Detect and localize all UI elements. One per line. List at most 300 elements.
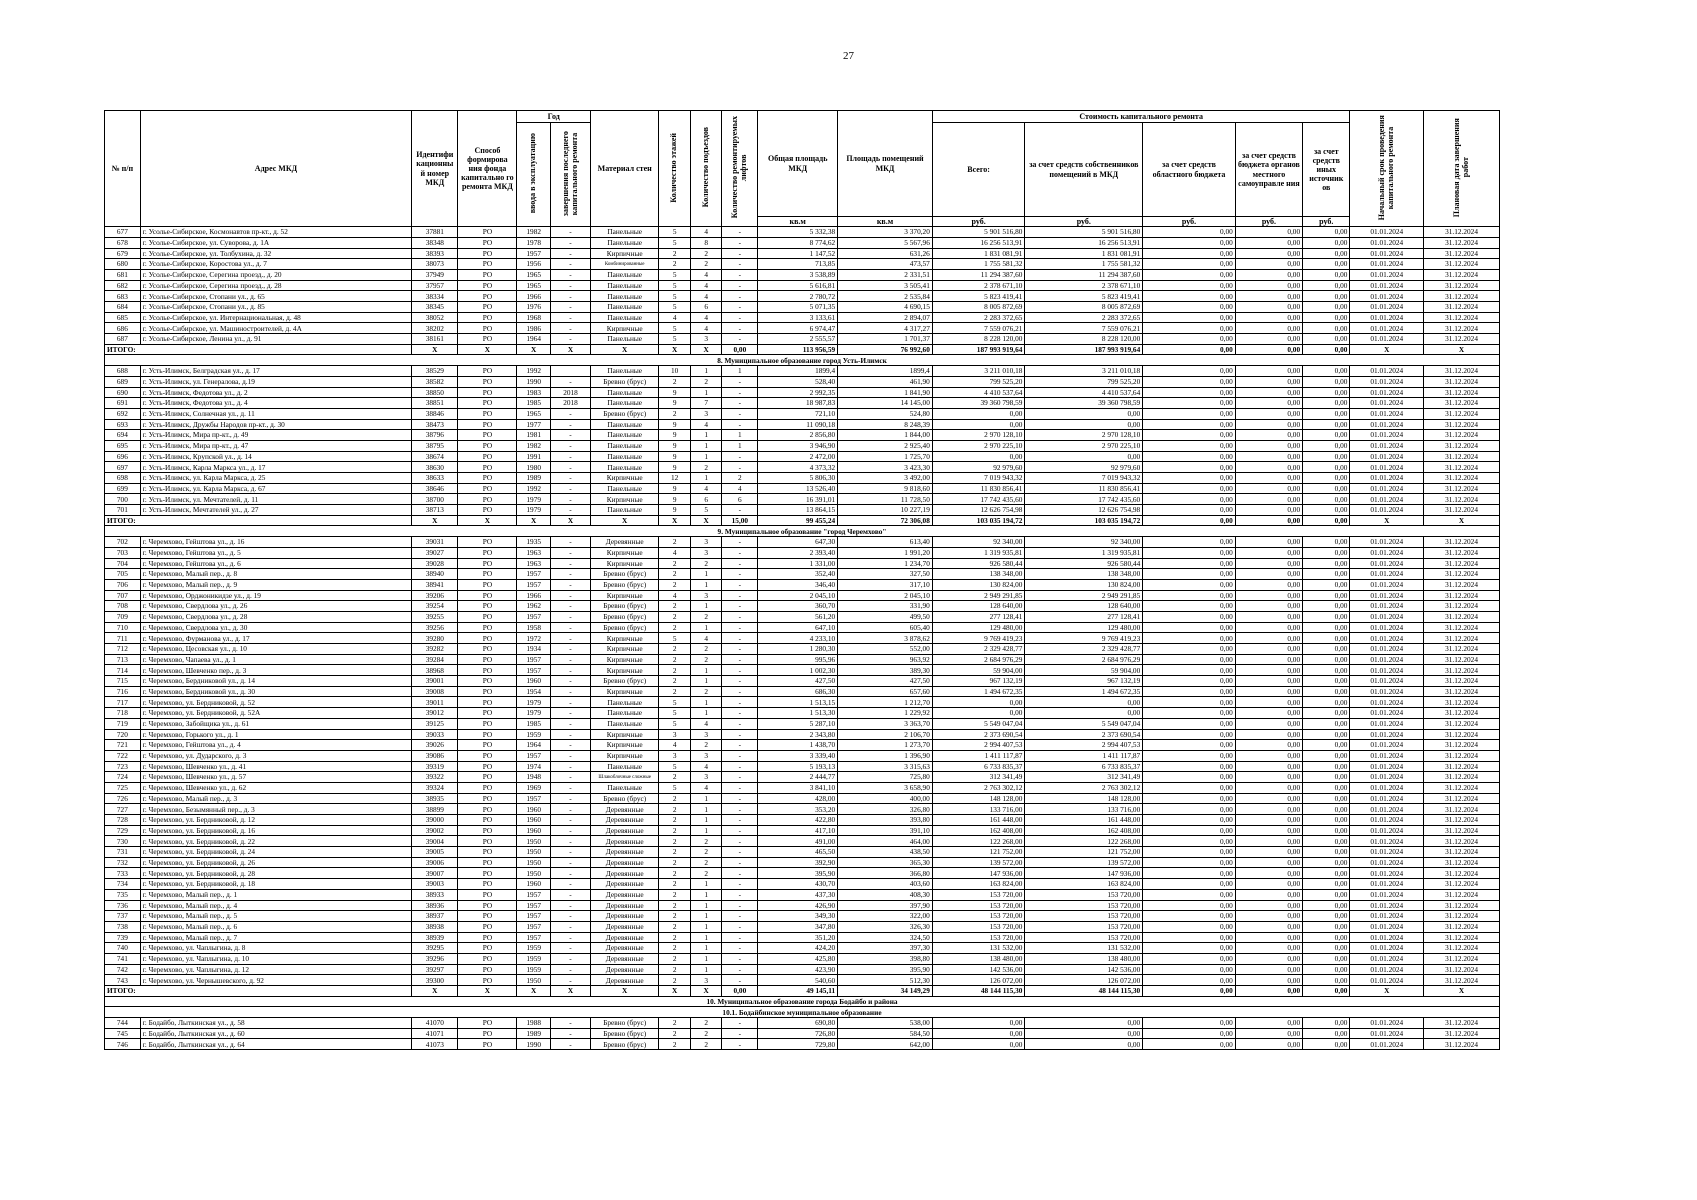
cell-num: 692 [105,408,141,419]
col-start-date-header: Начальный срок проведения капитального ремонта [1376,114,1395,221]
cell-total-area: 2 343,80 [758,729,838,740]
col-cost-regional-header: за счет средств областного бюджета [1143,123,1236,217]
cell-year-commission: 1964 [517,740,551,751]
cell-cost-owners: 799 525,20 [1025,376,1143,387]
col-num-header: № п/п [105,111,141,227]
cell-num: 730 [105,836,141,847]
cell-cost-owners: 1 755 581,32 [1025,259,1143,270]
cell-num: 736 [105,900,141,911]
table-row [105,269,1500,280]
cell-cost-other: 0,00 [1303,761,1350,772]
cell-address: г. Усолье-Сибирское, Космонавтов пр-кт., д. 52 [140,227,411,238]
cell-method: РО [458,782,517,793]
cell-cost-total: 59 904,00 [932,665,1025,676]
total-cell-cost-other: 0,00 [1303,344,1350,355]
cell-cost-local: 0,00 [1235,419,1302,430]
cell-cost-other: 0,00 [1303,408,1350,419]
cell-method: РО [458,793,517,804]
cell-total-area: 995,96 [758,654,838,665]
cell-cost-regional: 0,00 [1143,462,1236,473]
cell-lifts: - [722,312,758,323]
cell-num: 699 [105,483,141,494]
table-row [105,633,1500,644]
table-row [105,334,1500,345]
cell-cost-total: 1 319 935,81 [932,547,1025,558]
cell-cost-local: 0,00 [1235,462,1302,473]
cell-premises-area: 365,30 [838,857,933,868]
cell-start-date: 01.01.2024 [1350,921,1424,932]
cell-cost-local: 0,00 [1235,836,1302,847]
cell-floors: 2 [659,879,691,890]
cell-cost-regional: 0,00 [1143,398,1236,409]
cell-id: 39011 [412,697,458,708]
cell-address: г. Черемхово, Гейштова ул., д. 5 [140,547,411,558]
cell-floors: 2 [659,601,691,612]
cell-lifts: - [722,248,758,259]
cell-num: 700 [105,494,141,505]
cell-cost-other: 0,00 [1303,889,1350,900]
col-cost-local-header: за счет средств бюджета органов местного самоуправле ния [1235,123,1302,217]
cell-num: 719 [105,718,141,729]
cell-address: г. Усть-Илимск, ул. Карла Маркса, д. 25 [140,473,411,484]
total-cell-year-last-repair: X [551,515,591,526]
cell-cost-owners: 7 559 076,21 [1025,323,1143,334]
cell-floors: 5 [659,782,691,793]
cell-num: 726 [105,793,141,804]
cell-cost-total: 5 549 047,04 [932,718,1025,729]
cell-end-date: 31.12.2024 [1424,237,1500,248]
cell-end-date: 31.12.2024 [1424,323,1500,334]
cell-id: 39282 [412,644,458,655]
cell-floors: 5 [659,237,691,248]
cell-method: РО [458,494,517,505]
cell-address: г. Черемхово, Малый пер., д. 9 [140,579,411,590]
cell-method: РО [458,825,517,836]
cell-entrances: 1 [690,889,722,900]
cell-cost-owners: 0,00 [1025,1039,1143,1050]
cell-wall: Комбинированные [591,259,659,270]
cell-entrances: 1 [690,964,722,975]
cell-num: 727 [105,804,141,815]
cell-wall: Деревянные [591,836,659,847]
cell-entrances: 4 [690,718,722,729]
cell-entrances: 1 [690,601,722,612]
cell-end-date: 31.12.2024 [1424,376,1500,387]
cell-cost-total: 162 408,00 [932,825,1025,836]
cell-total-area: 3 841,10 [758,782,838,793]
cell-method: РО [458,323,517,334]
cell-premises-area: 322,00 [838,911,933,922]
cell-premises-area: 408,30 [838,889,933,900]
cell-start-date: 01.01.2024 [1350,227,1424,238]
cell-cost-owners: 2 373 690,54 [1025,729,1143,740]
cell-entrances: 4 [690,483,722,494]
cell-method: РО [458,387,517,398]
cell-address: г. Черемхово, Шевченко ул., д. 41 [140,761,411,772]
cell-id: 39319 [412,761,458,772]
total-cell-method: X [458,515,517,526]
cell-end-date: 31.12.2024 [1424,419,1500,430]
cell-year-last-repair: - [551,911,591,922]
cell-wall: Кирпичные [591,686,659,697]
total-cell-wall: X [591,986,659,997]
cell-address: г. Усолье-Сибирское, ул. Интернациональная, д. 48 [140,312,411,323]
table-row [105,537,1500,548]
cell-cost-local: 0,00 [1235,644,1302,655]
cell-cost-regional: 0,00 [1143,825,1236,836]
cell-year-last-repair: - [551,1018,591,1029]
cell-id: 38582 [412,376,458,387]
cell-end-date: 31.12.2024 [1424,718,1500,729]
table-row [105,953,1500,964]
cell-method: РО [458,804,517,815]
cell-year-commission: 1934 [517,644,551,655]
cell-wall: Кирпичные [591,729,659,740]
cell-end-date: 31.12.2024 [1424,633,1500,644]
cell-id: 38936 [412,900,458,911]
cell-total-area: 1 002,30 [758,665,838,676]
cell-lifts: - [722,943,758,954]
cell-total-area: 417,10 [758,825,838,836]
cell-premises-area: 1 396,90 [838,750,933,761]
cell-total-area: 5 071,35 [758,302,838,313]
cell-floors: 5 [659,302,691,313]
cell-lifts: - [722,900,758,911]
table-row [105,644,1500,655]
cell-address: г. Усть-Илимск, Федотова ул., д. 2 [140,387,411,398]
cell-method: РО [458,697,517,708]
cell-wall: Бревно (брус) [591,676,659,687]
cell-wall: Панельные [591,761,659,772]
cell-premises-area: 9 818,60 [838,483,933,494]
cell-cost-owners: 5 549 047,04 [1025,718,1143,729]
cell-wall: Панельные [591,398,659,409]
cell-cost-other: 0,00 [1303,611,1350,622]
cell-address: г. Черемхово, Малый пер., д. 7 [140,932,411,943]
cell-cost-total: 129 480,00 [932,622,1025,633]
cell-address: г. Усть-Илимск, ул. Генералова, д.19 [140,376,411,387]
section-header-row [105,355,1500,366]
cell-num: 681 [105,269,141,280]
total-cell-method: X [458,986,517,997]
cell-wall: Бревно (брус) [591,601,659,612]
cell-cost-other: 0,00 [1303,462,1350,473]
cell-cost-other: 0,00 [1303,334,1350,345]
cell-year-last-repair: - [551,782,591,793]
cell-end-date: 31.12.2024 [1424,847,1500,858]
cell-cost-local: 0,00 [1235,334,1302,345]
cell-cost-regional: 0,00 [1143,911,1236,922]
cell-start-date: 01.01.2024 [1350,366,1424,377]
cell-premises-area: 552,00 [838,644,933,655]
cell-total-area: 647,30 [758,537,838,548]
cell-cost-total: 3 211 010,18 [932,366,1025,377]
cell-id: 38052 [412,312,458,323]
cell-start-date: 01.01.2024 [1350,804,1424,815]
cell-end-date: 31.12.2024 [1424,462,1500,473]
cell-id: 38334 [412,291,458,302]
cell-premises-area: 397,90 [838,900,933,911]
cell-end-date: 31.12.2024 [1424,750,1500,761]
cell-cost-other: 0,00 [1303,729,1350,740]
cell-cost-owners: 0,00 [1025,451,1143,462]
cell-premises-area: 1 991,20 [838,547,933,558]
cell-cost-total: 92 979,60 [932,462,1025,473]
cell-method: РО [458,1018,517,1029]
cell-cost-other: 0,00 [1303,259,1350,270]
cell-address: г. Черемхово, Безымянный пер., д. 3 [140,804,411,815]
cell-year-last-repair: - [551,708,591,719]
table-row [105,451,1500,462]
cell-cost-regional: 0,00 [1143,269,1236,280]
cell-cost-total: 12 626 754,98 [932,505,1025,516]
cell-premises-area: 3 315,63 [838,761,933,772]
cell-floors: 5 [659,291,691,302]
cell-year-commission: 1979 [517,505,551,516]
cell-entrances: 3 [690,975,722,986]
cell-wall: Кирпичные [591,644,659,655]
cell-lifts: - [722,911,758,922]
cell-id: 38935 [412,793,458,804]
cell-address: г. Черемхово, Забойщика ул., д. 61 [140,718,411,729]
cell-start-date: 01.01.2024 [1350,750,1424,761]
cell-floors: 9 [659,440,691,451]
cell-cost-owners: 122 268,00 [1025,836,1143,847]
cell-start-date: 01.01.2024 [1350,847,1424,858]
cell-cost-total: 8 005 872,69 [932,302,1025,313]
cell-end-date: 31.12.2024 [1424,611,1500,622]
cell-entrances: 1 [690,697,722,708]
cell-entrances: 1 [690,900,722,911]
cell-id: 38933 [412,889,458,900]
cell-end-date: 31.12.2024 [1424,558,1500,569]
cell-lifts: - [722,419,758,430]
cell-cost-other: 0,00 [1303,879,1350,890]
cell-address: г. Черемхово, ул. Бердниковой, д. 28 [140,868,411,879]
cell-floors: 2 [659,900,691,911]
table-row [105,473,1500,484]
cell-num: 713 [105,654,141,665]
cell-cost-regional: 0,00 [1143,611,1236,622]
cell-premises-area: 326,80 [838,804,933,815]
cell-year-commission: 1957 [517,900,551,911]
cell-cost-other: 0,00 [1303,451,1350,462]
cell-year-last-repair: - [551,750,591,761]
cell-cost-other: 0,00 [1303,558,1350,569]
cell-total-area: 16 391,01 [758,494,838,505]
cell-num: 742 [105,964,141,975]
cell-wall: Деревянные [591,879,659,890]
cell-year-last-repair: - [551,868,591,879]
col-cost-other-header: за счет средств иных источник ов [1303,123,1350,217]
cell-cost-owners: 39 360 798,59 [1025,398,1143,409]
cell-id: 38348 [412,237,458,248]
table-row [105,1018,1500,1029]
cell-end-date: 31.12.2024 [1424,868,1500,879]
cell-total-area: 3 538,89 [758,269,838,280]
cell-id: 41070 [412,1018,458,1029]
cell-cost-regional: 0,00 [1143,964,1236,975]
cell-total-area: 1 280,30 [758,644,838,655]
cell-id: 39255 [412,611,458,622]
cell-wall: Панельные [591,302,659,313]
cell-method: РО [458,590,517,601]
table-row [105,825,1500,836]
cell-address: г. Усть-Илимск, Крупской ул., д. 14 [140,451,411,462]
cell-entrances: 1 [690,879,722,890]
cell-wall: Кирпичные [591,473,659,484]
cell-id: 38529 [412,366,458,377]
table-row [105,440,1500,451]
table-row [105,921,1500,932]
cell-id: 39125 [412,718,458,729]
cell-floors: 5 [659,708,691,719]
cell-end-date: 31.12.2024 [1424,793,1500,804]
table-row [105,237,1500,248]
cell-entrances: 4 [690,633,722,644]
cell-year-commission: 1956 [517,259,551,270]
table-row [105,964,1500,975]
cell-floors: 2 [659,1018,691,1029]
cell-start-date: 01.01.2024 [1350,440,1424,451]
cell-num: 710 [105,622,141,633]
cell-year-last-repair: - [551,644,591,655]
cell-floors: 2 [659,686,691,697]
cell-year-last-repair: - [551,302,591,313]
cell-year-last-repair: - [551,430,591,441]
cell-cost-regional: 0,00 [1143,579,1236,590]
cell-lifts: 1 [722,366,758,377]
cell-address: г. Черемхово, ул. Бердниковой, д. 24 [140,847,411,858]
cell-lifts: - [722,558,758,569]
cell-method: РО [458,579,517,590]
cell-entrances: 4 [690,419,722,430]
cell-floors: 2 [659,611,691,622]
table-row [105,868,1500,879]
cell-lifts: - [722,793,758,804]
cell-entrances: 1 [690,921,722,932]
cell-wall: Деревянные [591,868,659,879]
cell-year-commission: 1976 [517,302,551,313]
cell-wall: Панельные [591,269,659,280]
repair-register-table [104,110,1500,1050]
table-row [105,259,1500,270]
total-cell-id: X [412,515,458,526]
total-label: ИТОГО: [105,515,412,526]
cell-year-commission: 1957 [517,889,551,900]
cell-address: г. Усолье-Сибирское, Стопани ул., д. 85 [140,302,411,313]
cell-wall: Кирпичные [591,248,659,259]
cell-cost-regional: 0,00 [1143,697,1236,708]
cell-total-area: 561,20 [758,611,838,622]
cell-id: 39007 [412,868,458,879]
cell-year-last-repair: - [551,847,591,858]
cell-year-commission: 1957 [517,750,551,761]
cell-year-last-repair: - [551,761,591,772]
cell-year-last-repair: - [551,793,591,804]
cell-num: 715 [105,676,141,687]
cell-cost-other: 0,00 [1303,750,1350,761]
cell-wall: Бревно (брус) [591,1039,659,1050]
cell-floors: 2 [659,665,691,676]
cell-num: 739 [105,932,141,943]
cell-premises-area: 4 317,27 [838,323,933,334]
cell-start-date: 01.01.2024 [1350,505,1424,516]
cell-year-commission: 1991 [517,451,551,462]
cell-cost-regional: 0,00 [1143,847,1236,858]
cell-num: 732 [105,857,141,868]
cell-entrances: 1 [690,708,722,719]
cell-start-date: 01.01.2024 [1350,408,1424,419]
cell-cost-local: 0,00 [1235,665,1302,676]
cell-total-area: 690,80 [758,1018,838,1029]
cell-cost-regional: 0,00 [1143,761,1236,772]
cell-floors: 9 [659,398,691,409]
cell-entrances: 2 [690,857,722,868]
cell-total-area: 540,60 [758,975,838,986]
cell-end-date: 31.12.2024 [1424,537,1500,548]
total-cell-cost-other: 0,00 [1303,515,1350,526]
cell-num: 678 [105,237,141,248]
unit-cost-total: руб. [932,217,1025,227]
cell-address: г. Усолье-Сибирское, ул. Суворова, д. 1А [140,237,411,248]
cell-lifts: - [722,825,758,836]
cell-wall: Кирпичные [591,494,659,505]
cell-total-area: 347,80 [758,921,838,932]
cell-wall: Деревянные [591,900,659,911]
cell-year-commission: 1989 [517,1028,551,1039]
cell-cost-local: 0,00 [1235,537,1302,548]
cell-cost-other: 0,00 [1303,590,1350,601]
cell-wall: Бревно (брус) [591,611,659,622]
cell-cost-owners: 11 294 387,60 [1025,269,1143,280]
cell-premises-area: 584,50 [838,1028,933,1039]
cell-total-area: 346,40 [758,579,838,590]
cell-method: РО [458,248,517,259]
cell-year-commission: 1964 [517,334,551,345]
cell-method: РО [458,398,517,409]
cell-address: г. Усолье-Сибирское, Коростова ул., д. 7 [140,259,411,270]
table-row [105,312,1500,323]
table-row [105,280,1500,291]
cell-lifts: - [722,804,758,815]
cell-cost-owners: 153 720,00 [1025,900,1143,911]
cell-cost-owners: 162 408,00 [1025,825,1143,836]
total-label: ИТОГО: [105,986,412,997]
cell-cost-local: 0,00 [1235,772,1302,783]
cell-cost-total: 153 720,00 [932,932,1025,943]
cell-method: РО [458,975,517,986]
cell-cost-owners: 2 994 407,53 [1025,740,1143,751]
cell-year-last-repair: - [551,772,591,783]
total-cell-start-date: X [1350,515,1424,526]
cell-year-commission: 1966 [517,590,551,601]
table-row [105,590,1500,601]
cell-premises-area: 1 229,92 [838,708,933,719]
cell-cost-total: 312 341,49 [932,772,1025,783]
cell-entrances: 2 [690,654,722,665]
cell-cost-owners: 59 904,00 [1025,665,1143,676]
cell-start-date: 01.01.2024 [1350,729,1424,740]
cell-floors: 5 [659,280,691,291]
cell-end-date: 31.12.2024 [1424,697,1500,708]
cell-start-date: 01.01.2024 [1350,462,1424,473]
cell-total-area: 5 287,10 [758,718,838,729]
table-row [105,686,1500,697]
cell-cost-regional: 0,00 [1143,953,1236,964]
cell-cost-total: 0,00 [932,1039,1025,1050]
table-row [105,729,1500,740]
